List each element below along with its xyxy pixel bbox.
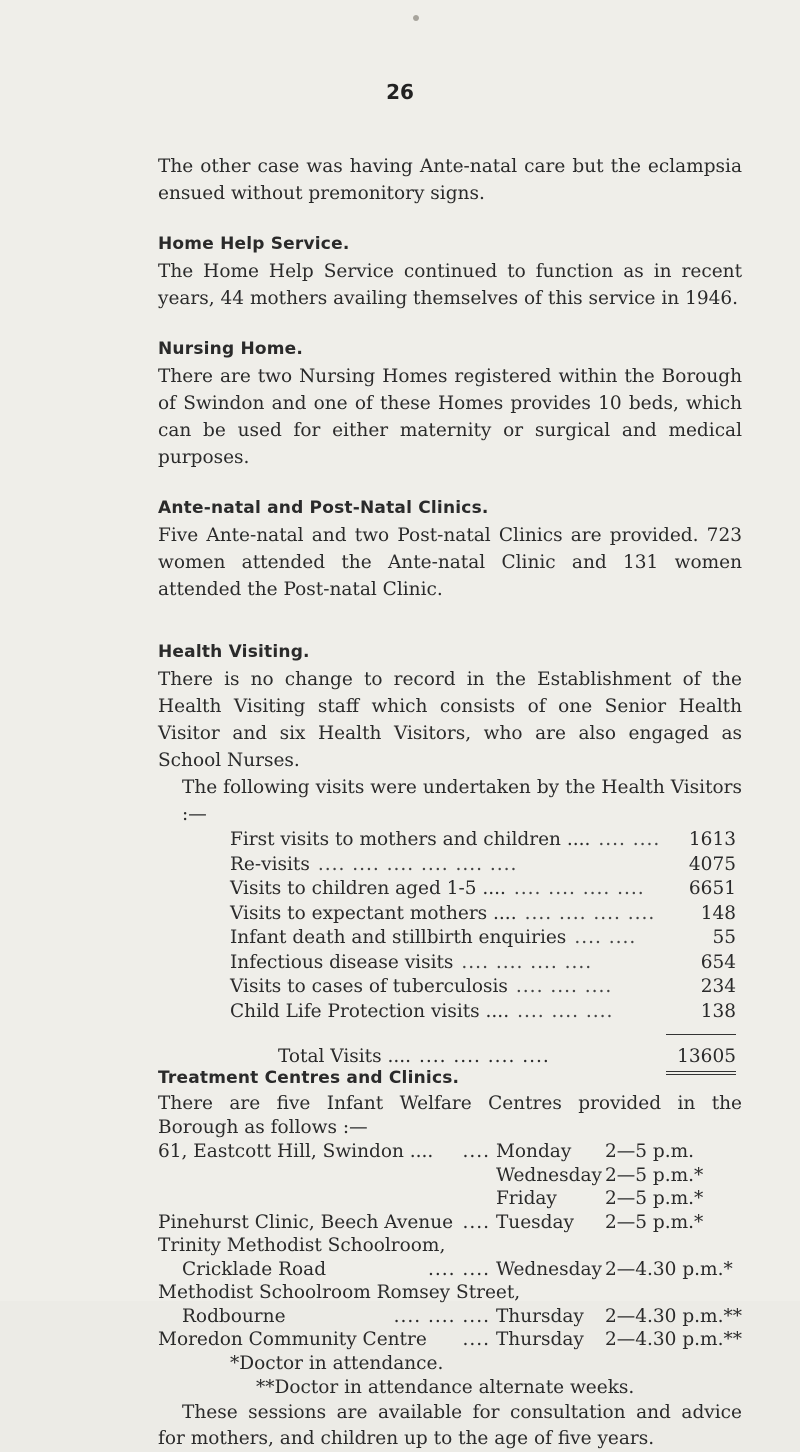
treatment-heading: Treatment Centres and Clinics. [158,1068,460,1088]
visit-label: Visits to expectant mothers .... [230,902,517,924]
leader-dots: .... .... .... .... .... .... [317,853,518,875]
page-content [158,153,742,1452]
total-rule [666,1034,736,1035]
leader-dots: .... .... [574,927,637,948]
nursing-home-section [158,336,742,471]
leader-dots: .... [462,1329,490,1350]
clinic-time: 2—4.30 p.m.* [604,1258,733,1280]
leader-dots: .... .... .... [517,1000,614,1022]
visit-value: 138 [700,1000,736,1022]
paper-blemish [413,15,419,21]
clinic-day: Friday [495,1188,557,1209]
nursing-home-text: There are two Nursing Homes registered within the Borough of Swindon and one of these Homes provides 10 beds, which can be used for either maternity or surgical and medical purposes. [158,366,742,468]
leader-dots: .... .... [598,829,661,850]
visit-row [230,1000,736,1025]
clinic-row [158,1164,742,1188]
closing-lead: These sessions are available for consultation and advice for mothers, and children up to the age of five years. [158,1401,742,1449]
nursing-home-heading: Nursing Home. [158,339,304,359]
visit-row [230,853,736,878]
visit-row [230,951,736,976]
visit-label: Infectious disease visits [230,951,454,973]
clinic-name: Cricklade Road [182,1258,327,1280]
visit-row [230,975,736,1000]
clinic-row [158,1234,742,1258]
clinic-day: Wednesday [495,1258,602,1280]
visit-value: 4075 [688,853,736,875]
clinic-day: Thursday [495,1329,584,1350]
visit-value: 234 [700,976,736,997]
leader-dots: .... .... .... [515,976,613,997]
visit-label: Visits to cases of tuberculosis [230,976,508,997]
page-number: 26 [386,80,414,104]
health-visiting-section [158,639,742,1075]
visit-row [230,828,736,853]
clinic-day: Wednesday [495,1164,602,1186]
clinic-row [158,1140,742,1164]
treatment-section [158,1065,742,1452]
doctor-alternate-note: **Doctor in attendance alternate weeks. [256,1376,635,1398]
visit-row [230,902,736,927]
clinic-time: 2—4.30 p.m.** [604,1329,742,1350]
clinics-section [158,495,742,603]
doctor-note: *Doctor in attendance. [230,1352,444,1374]
leader-dots: .... .... .... .... [513,878,645,899]
total-value: 13605 [677,1046,736,1067]
visit-label: First visits to mothers and children .... [230,829,591,850]
visit-value: 148 [700,902,736,924]
clinic-day: Tuesday [495,1211,574,1233]
visit-label: Infant death and stillbirth enquiries [230,927,567,948]
total-label: Total Visits .... [278,1046,411,1067]
visit-label: Child Life Protection visits .... [230,1000,510,1022]
health-visiting-text: There is no change to record in the Establishment of the Health Visiting staff which consists of one Senior Health Visitor and six Health Visitors, who are also engaged as School Nurses. [158,669,742,771]
clinic-name: Pinehurst Clinic, Beech Avenue [158,1211,454,1233]
leader-dots: .... .... .... .... [419,1046,550,1067]
visits-list [230,828,736,1075]
clinic-name: Trinity Methodist Schoolroom, [158,1235,446,1256]
clinic-row [158,1305,742,1329]
clinic-schedule-table [158,1140,742,1352]
visit-label: Re-visits [230,853,310,875]
leader-dots: .... .... .... [393,1305,490,1327]
intro-paragraph [158,153,742,207]
clinic-row [158,1187,742,1211]
visit-value: 55 [712,927,736,948]
leader-dots: .... .... .... .... [524,902,656,924]
clinic-name: Rodbourne [182,1305,286,1327]
visit-value: 1613 [688,829,736,850]
visit-value: 654 [700,951,736,973]
visit-value: 6651 [688,878,736,899]
health-visiting-heading: Health Visiting. [158,642,310,662]
health-visiting-lead-in: The following visits were undertaken by the Health Visitors :— [182,777,742,825]
clinic-row [158,1328,742,1352]
clinic-row [158,1258,742,1282]
clinic-time: 2—5 p.m. [604,1141,695,1162]
clinic-time: 2—4.30 p.m.** [604,1305,742,1327]
visit-row [230,926,736,951]
clinic-day: Thursday [495,1305,584,1327]
home-help-text: The Home Help Service continued to function as in recent years, 44 mothers availing themselves of this service in 1946. [158,261,742,309]
clinic-name: Moredon Community Centre [158,1329,427,1350]
visit-row [230,877,736,902]
clinics-text: Five Ante-natal and two Post-natal Clinics are provided. 723 women attended the Ante-natal Clinic and 131 women attended the Post-natal Clinic. [158,525,742,600]
visit-label: Visits to children aged 1-5 .... [230,878,506,899]
treatment-text: There are five Infant Welfare Centres provided in the Borough as follows :— [158,1093,742,1138]
leader-dots: .... [462,1211,490,1233]
home-help-heading: Home Help Service. [158,234,350,254]
clinic-name: 61, Eastcott Hill, Swindon .... [158,1141,434,1162]
clinic-time: 2—5 p.m.* [604,1211,704,1233]
clinic-time: 2—5 p.m.* [604,1164,704,1186]
clinic-day: Monday [495,1141,572,1162]
leader-dots: .... .... .... .... [461,951,593,973]
clinics-heading: Ante-natal and Post-Natal Clinics. [158,498,489,518]
clinic-name: Methodist Schoolroom Romsey Street, [158,1282,521,1303]
leader-dots: .... .... [428,1258,490,1280]
intro-text: The other case was having Ante-natal care but the eclampsia ensued without premonitory signs. [158,156,742,204]
closing-text [158,1400,742,1452]
home-help-section [158,231,742,312]
leader-dots: .... [462,1141,490,1162]
clinic-time: 2—5 p.m.* [604,1188,704,1209]
clinic-row [158,1211,742,1235]
